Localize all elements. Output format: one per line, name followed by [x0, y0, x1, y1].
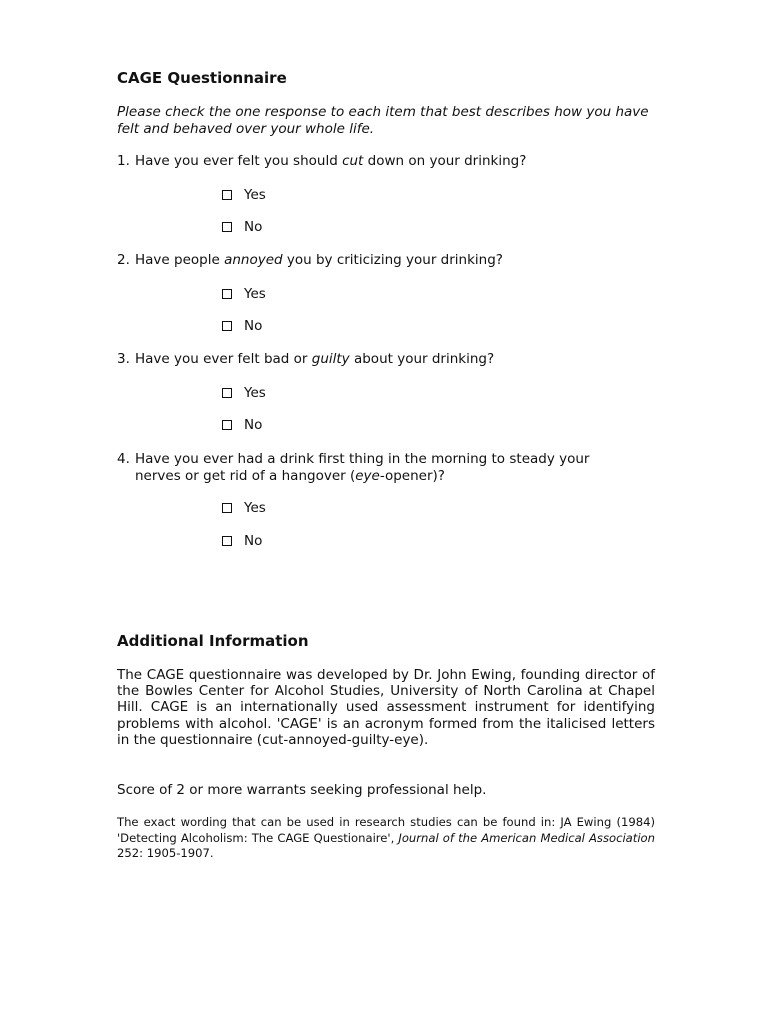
- q3-yes-option[interactable]: [222, 385, 266, 401]
- key-word: guilty: [311, 351, 350, 367]
- q1-yes-option[interactable]: [222, 187, 266, 203]
- key-word: annoyed: [224, 252, 283, 268]
- checkbox-icon[interactable]: [222, 190, 232, 200]
- checkbox-icon[interactable]: [222, 420, 232, 430]
- question-number: 1.: [117, 153, 130, 169]
- option-label: No: [244, 417, 263, 433]
- checkbox-icon[interactable]: [222, 222, 232, 232]
- q3-no-option[interactable]: [222, 417, 262, 433]
- key-word: cut: [342, 153, 364, 169]
- question-3: 3. Have you ever felt bad or guilty about your drinking?: [117, 351, 495, 367]
- q2-no-option[interactable]: [222, 318, 262, 334]
- key-word: eye: [355, 467, 380, 484]
- q2-yes-option[interactable]: [222, 286, 266, 302]
- checkbox-icon[interactable]: [222, 536, 232, 546]
- option-label: Yes: [244, 187, 266, 203]
- option-label: No: [244, 533, 263, 549]
- additional-info-body: The CAGE questionnaire was developed by Dr. John Ewing, founding director of the Bowles Center for Alcohol Studies, University of North Carolina at Chapel Hill. CAGE is an internationally used assessment instrument for identifying problems with alcohol. 'CAGE' is an acronym formed from the italicised letters in the questionnaire (cut-annoyed-guilty-eye).: [117, 667, 655, 748]
- checkbox-icon[interactable]: [222, 388, 232, 398]
- option-label: Yes: [244, 500, 266, 516]
- q4-no-option[interactable]: [222, 533, 262, 549]
- option-label: Yes: [244, 385, 266, 401]
- checkbox-icon[interactable]: [222, 321, 232, 331]
- q4-yes-option[interactable]: [222, 500, 266, 516]
- option-label: No: [244, 318, 263, 334]
- page-title: CAGE Questionnaire: [117, 69, 287, 87]
- option-label: Yes: [244, 286, 266, 302]
- question-2: 2. Have people annoyed you by criticizing your drinking?: [117, 252, 503, 268]
- question-number: 3.: [117, 351, 130, 367]
- question-4: 4. Have you ever had a drink first thing in the morning to steady your nerves or get rid of a hangover (eye-opener)?: [117, 451, 590, 484]
- option-label: No: [244, 219, 263, 235]
- question-number: 4.: [117, 451, 130, 467]
- score-note: Score of 2 or more warrants seeking professional help.: [117, 782, 487, 798]
- instructions: Please check the one response to each item that best describes how you have felt and behaved over your whole life.: [117, 104, 649, 137]
- reference-note: The exact wording that can be used in research studies can be found in: JA Ewing (1984) 'Detecting Alcoholism: The CAGE Questionaire', Journal of the American Medical Association 252: 1905-1907.: [117, 815, 655, 860]
- q1-no-option[interactable]: [222, 219, 262, 235]
- journal-title: Journal of the American Medical Association: [398, 830, 655, 845]
- checkbox-icon[interactable]: [222, 289, 232, 299]
- question-number: 2.: [117, 252, 130, 268]
- question-1: 1. Have you ever felt you should cut down on your drinking?: [117, 153, 527, 169]
- additional-info-heading: Additional Information: [117, 632, 309, 650]
- checkbox-icon[interactable]: [222, 503, 232, 513]
